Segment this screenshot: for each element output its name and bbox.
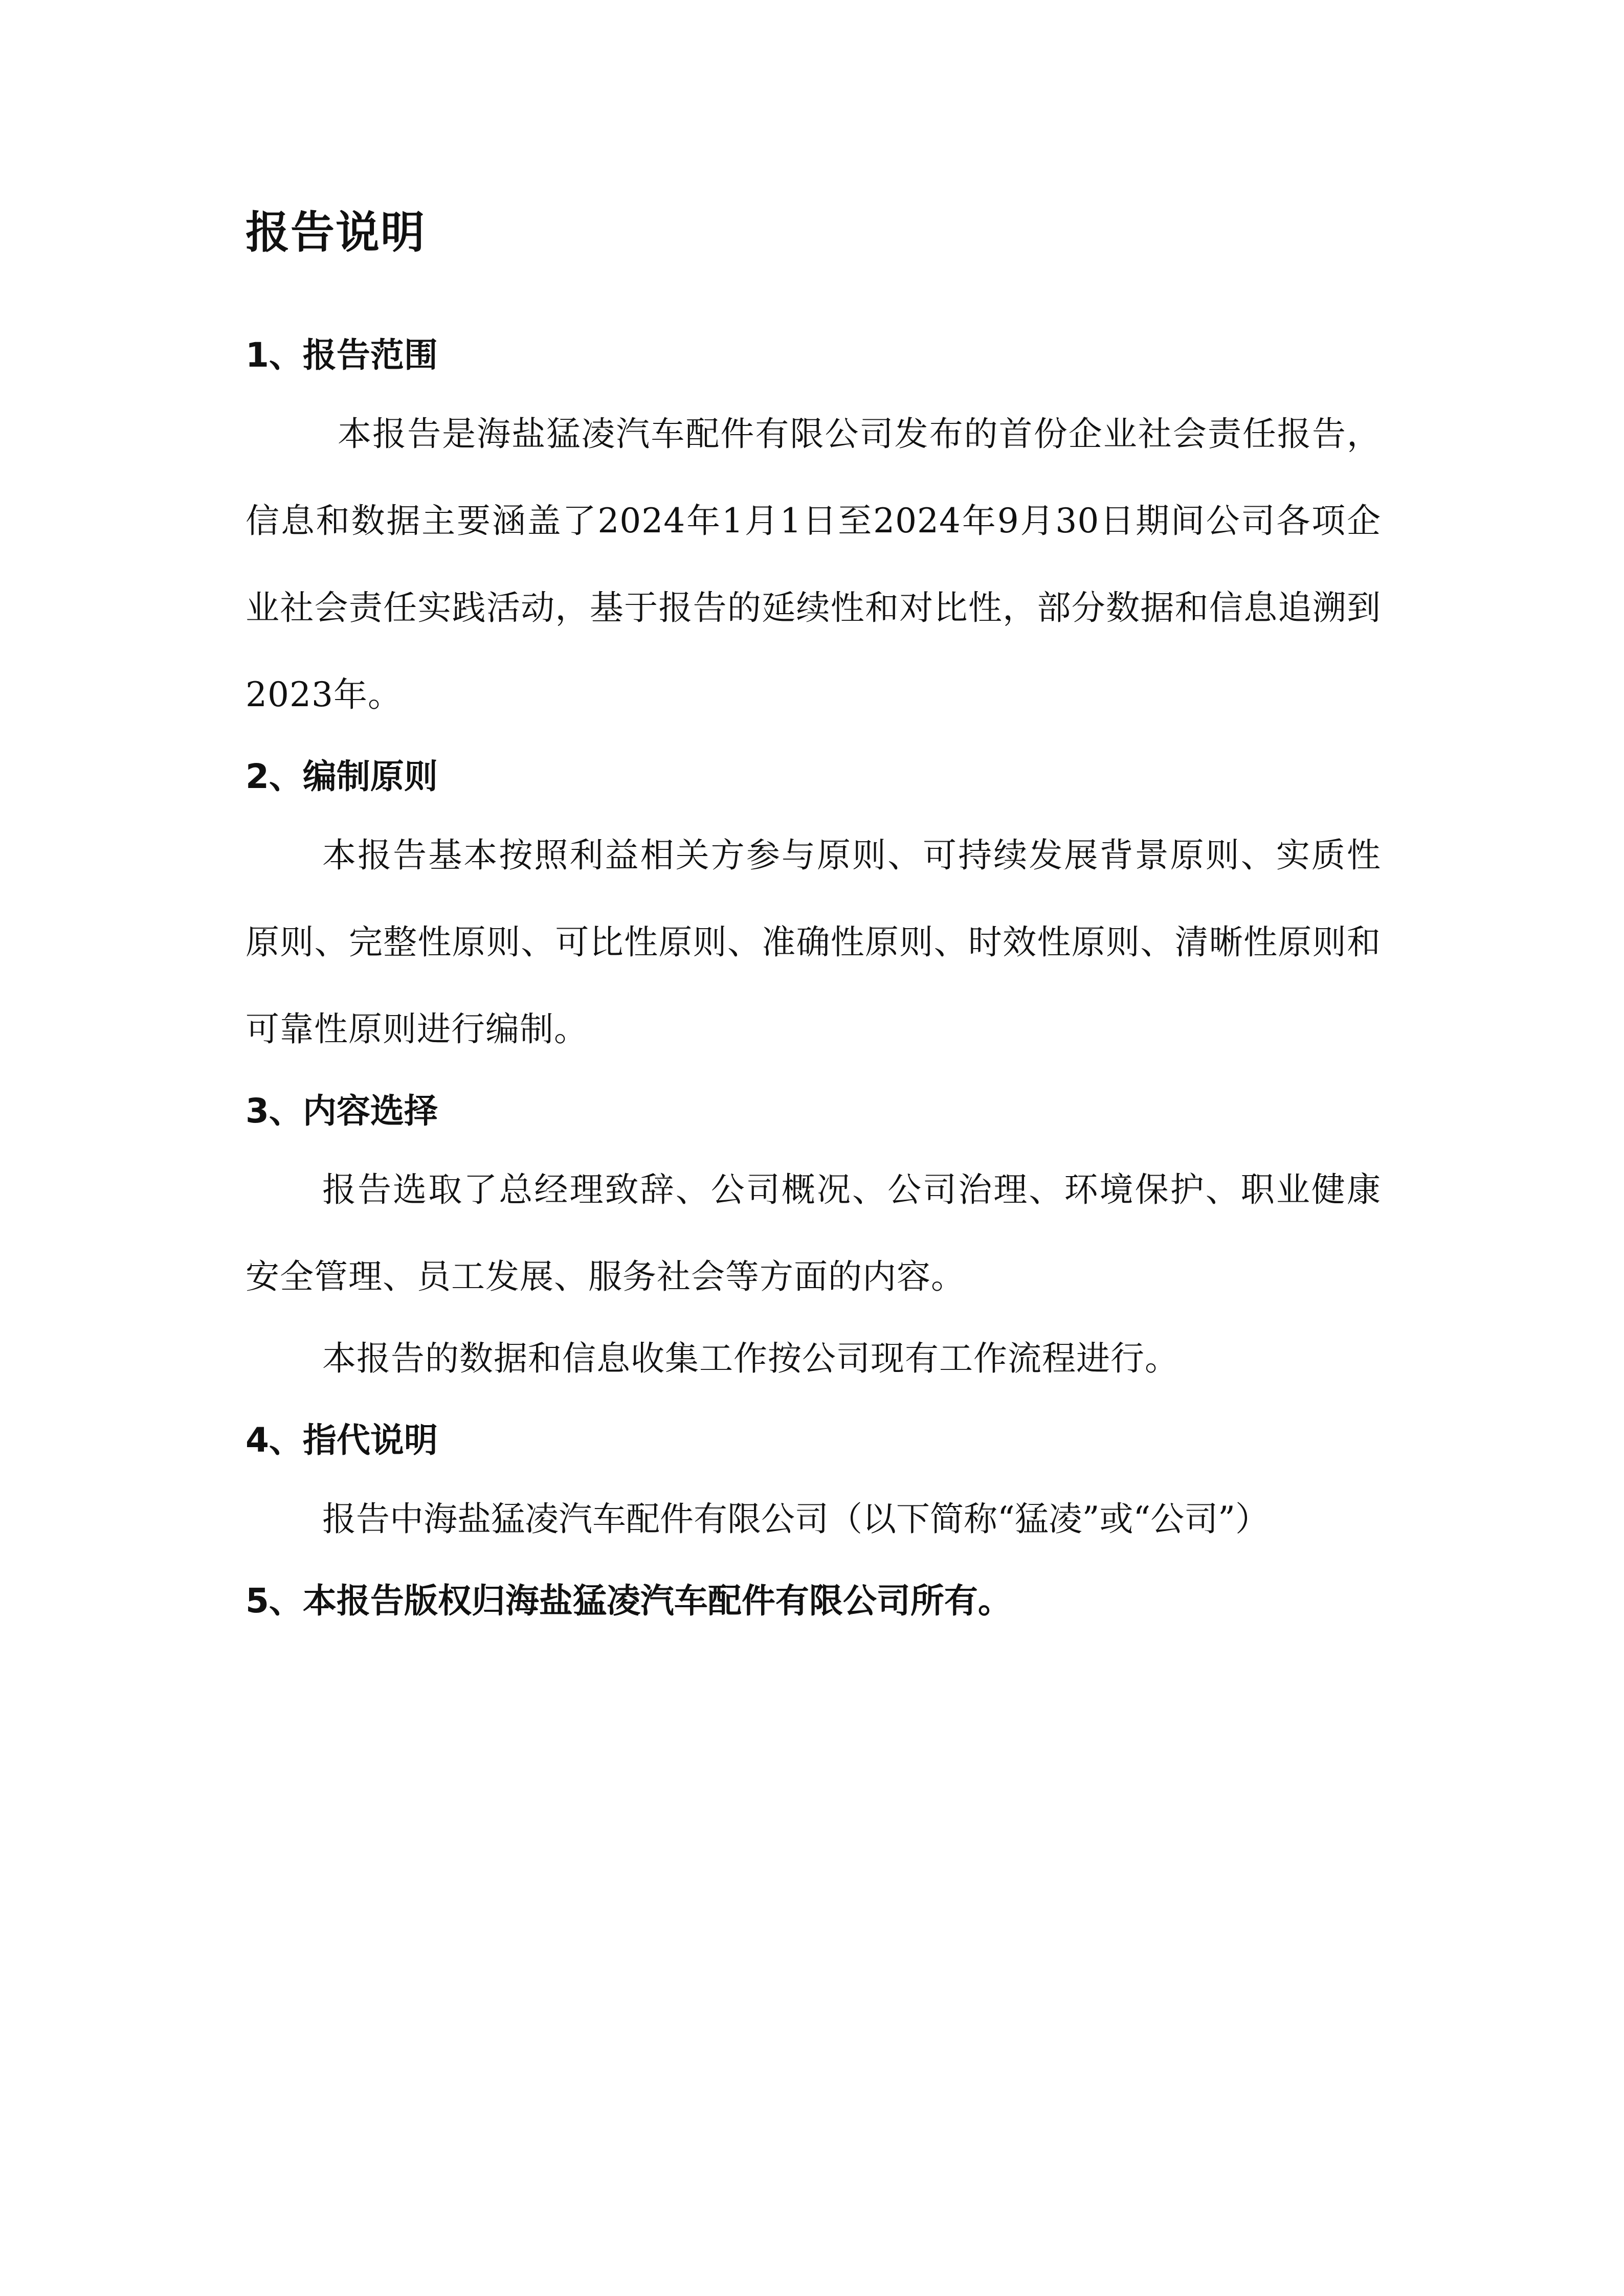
page-title: 报告说明 <box>246 207 426 258</box>
content-selection-paragraph: 报告选取了总经理致辞、公司概况、公司治理、环境保护、职业健康安全管理、员工发展、服务社会等方面的内容。 <box>246 1170 1381 1296</box>
section-heading-report-scope: 1、报告范围 <box>246 335 438 375</box>
report-notes-content <box>246 205 1381 1657</box>
section-heading-reference-notes: 4、指代说明 <box>246 1421 438 1460</box>
data-collection-paragraph: 本报告的数据和信息收集工作按公司现有工作流程进行。 <box>322 1339 1179 1378</box>
reference-notes-paragraph: 报告中海盐猛凌汽车配件有限公司（以下简称“猛凌”或“公司”） <box>322 1499 1269 1539</box>
report-scope-paragraph: 本报告是海盐猛凌汽车配件有限公司发布的首份企业社会责任报告，信息和数据主要涵盖了2024年1月1日至2024年9月30日期间公司各项企业社会责任实践活动，基于报告的延续性和对比性，部分数据和信息追溯到2023年。 <box>246 414 1381 714</box>
section-heading-compilation-principles: 2、编制原则 <box>246 757 438 796</box>
section-heading-copyright: 5、本报告版权归海盐猛凌汽车配件有限公司所有。 <box>246 1581 1012 1620</box>
compilation-principles-paragraph: 本报告基本按照利益相关方参与原则、可持续发展背景原则、实质性原则、完整性原则、可比性原则、准确性原则、时效性原则、清晰性原则和可靠性原则进行编制。 <box>246 836 1381 1049</box>
section-heading-content-selection: 3、内容选择 <box>246 1091 438 1131</box>
